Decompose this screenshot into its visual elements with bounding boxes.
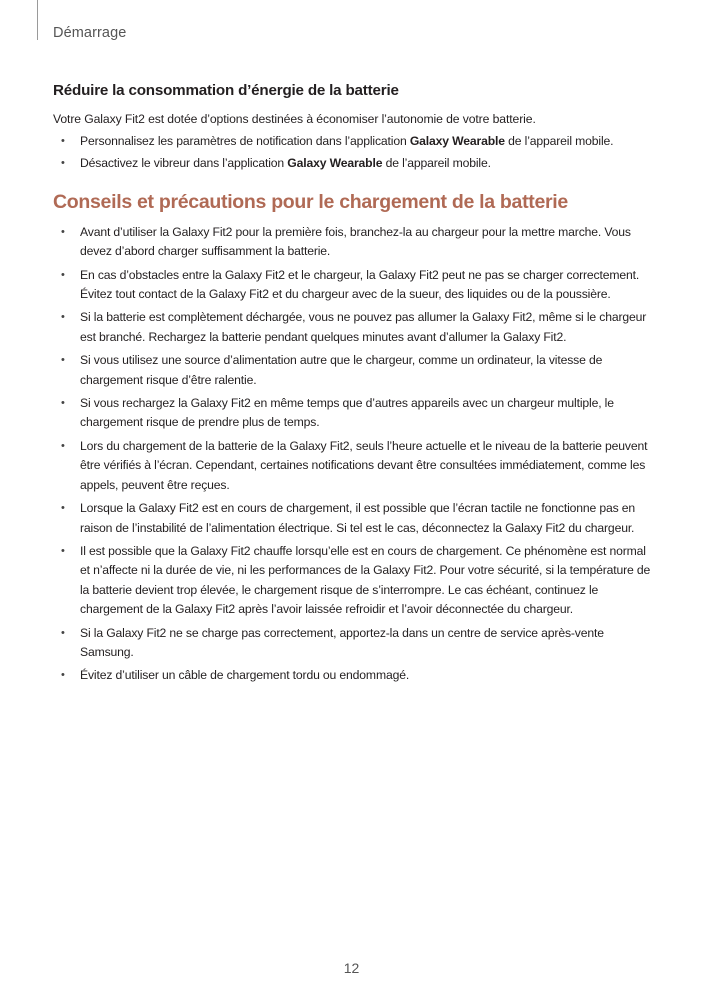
list-item: [53, 624, 651, 663]
list-item-text: Désactivez le vibreur dans l’application: [80, 156, 288, 171]
bullet-icon: •: [61, 502, 65, 515]
list-item-text: En cas d’obstacles entre la Galaxy Fit2 et le chargeur, la Galaxy Fit2 peut ne pas se charger correctement. Évitez tout contact de la Galaxy Fit2 et du chargeur avec de la sueur, des liquides ou de la poussière.: [80, 267, 640, 302]
battery-saving-heading: Réduire la consommation d’énergie de la batterie: [53, 82, 399, 99]
bullet-icon: •: [61, 439, 65, 452]
list-item: [53, 266, 651, 305]
bullet-icon: •: [61, 135, 65, 147]
list-item: [53, 666, 651, 685]
list-item-text: de l’appareil mobile.: [382, 156, 491, 171]
list-item: [53, 542, 651, 620]
bullet-icon: •: [61, 311, 65, 324]
app-name: Galaxy Wearable: [287, 156, 383, 171]
app-name: Galaxy Wearable: [409, 134, 505, 148]
list-item: [53, 308, 651, 347]
charging-tips-list: [53, 223, 651, 686]
list-item-text: Personnalisez les paramètres de notification dans l’application: [80, 134, 410, 148]
bullet-icon: •: [61, 626, 65, 639]
list-item: [53, 154, 651, 173]
list-item: [53, 132, 651, 151]
bullet-icon: •: [61, 157, 65, 170]
charging-tips-heading: Conseils et précautions pour le chargement de la batterie: [53, 190, 568, 213]
list-item-text: Si la batterie est complètement déchargée, vous ne pouvez pas allumer la Galaxy Fit2, même si le chargeur est branché. Rechargez la batterie pendant quelques minutes avant d’allumer la Galaxy Fit2.: [80, 310, 647, 344]
list-item-text: Lors du chargement de la batterie de la Galaxy Fit2, seuls l’heure actuelle et le niveau de la batterie peuvent être vérifiés à l’écran. Cependant, certaines notifications devant être consultées immédiatement, comme les appels, peuvent être reçues.: [80, 438, 648, 492]
list-item: [53, 499, 651, 538]
list-item-text: Il est possible que la Galaxy Fit2 chauffe lorsqu’elle est en cours de chargement. Ce phénomène est normal et n’affecte ni la durée de vie, ni les performances de la Galaxy Fit2. Pour votre sécurité, si la température de la batterie devient trop élevée, le chargement risque de s’interrompre. Le cas échéant, continuez le chargement de la Galaxy Fit2 après l’avoir laissée refroidir et l’avoir déconnectée du chargeur.: [80, 543, 651, 617]
page-number: 12: [343, 960, 360, 976]
list-item: [53, 351, 651, 390]
running-header: Démarrage: [53, 25, 127, 41]
list-item-text: Si vous utilisez une source d’alimentation autre que le chargeur, comme un ordinateur, la vitesse de chargement risque d’être ralentie.: [80, 353, 603, 387]
list-item: [53, 223, 651, 262]
list-item: [53, 394, 651, 433]
list-item-text: Avant d’utiliser la Galaxy Fit2 pour la première fois, branchez-la au chargeur pour la mettre marche. Vous devez d’abord charger suffisamment la batterie.: [80, 224, 631, 259]
bullet-icon: •: [61, 354, 65, 367]
bullet-icon: •: [61, 268, 65, 281]
battery-saving-intro: Votre Galaxy Fit2 est dotée d’options destinées à économiser l’autonomie de votre batterie.: [53, 112, 536, 126]
bullet-icon: •: [61, 544, 65, 557]
list-item-text: Si la Galaxy Fit2 ne se charge pas correctement, apportez-la dans un centre de service après-vente Samsung.: [80, 625, 604, 659]
list-item: [53, 437, 651, 495]
bullet-icon: •: [61, 397, 65, 410]
battery-saving-list: [53, 132, 651, 174]
bullet-icon: •: [61, 225, 65, 238]
list-item-text: Lorsque la Galaxy Fit2 est en cours de chargement, il est possible que l’écran tactile ne fonctionne pas en raison de l’instabilité de l’alimentation électrique. Si tel est le cas, déconnectez la Galaxy Fit2 du chargeur.: [80, 501, 636, 535]
page-content: [53, 82, 651, 690]
header-margin-rule: [37, 0, 38, 40]
list-item-text: de l’appareil mobile.: [504, 134, 614, 148]
list-item-text: Si vous rechargez la Galaxy Fit2 en même temps que d’autres appareils avec un chargeur multiple, le chargement risque de prendre plus de temps.: [80, 396, 614, 430]
list-item-text: Évitez d’utiliser un câble de chargement tordu ou endommagé.: [80, 668, 410, 683]
bullet-icon: •: [61, 669, 65, 682]
